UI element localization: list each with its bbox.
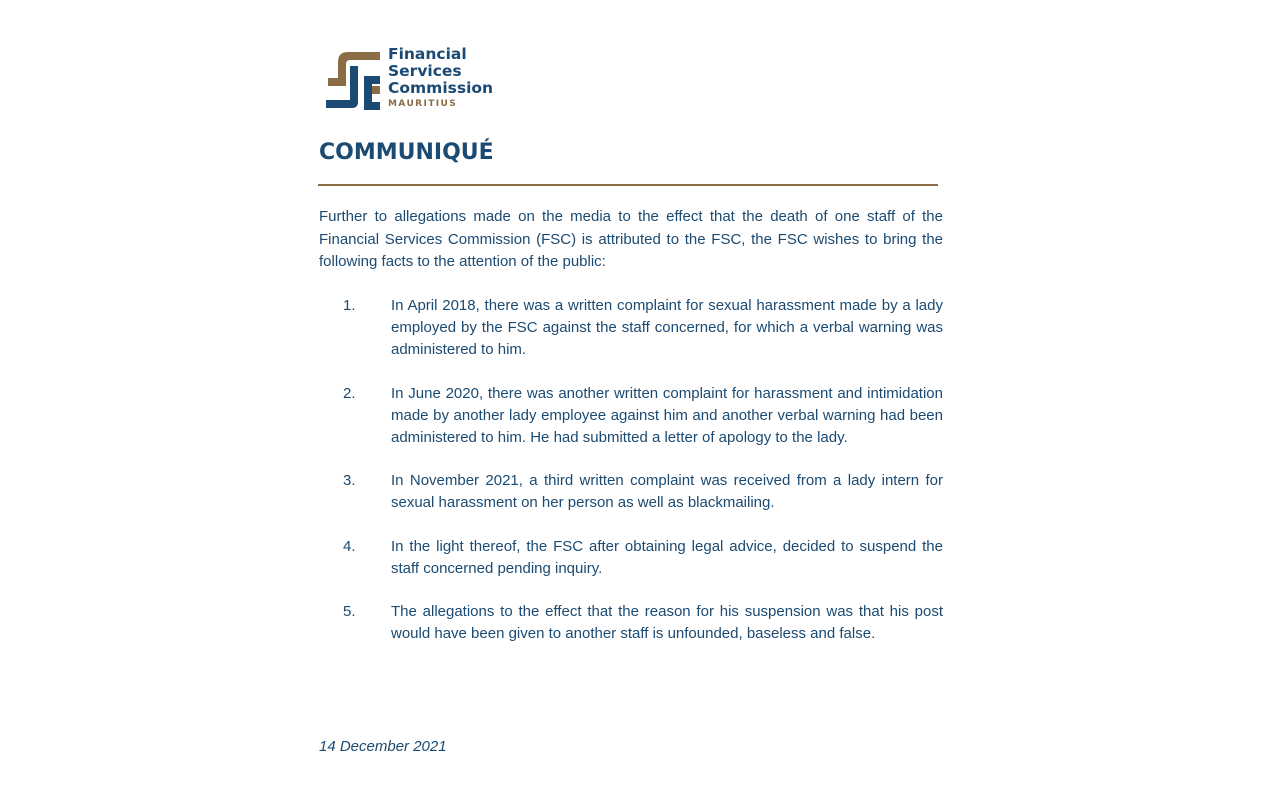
list-item — [319, 601, 943, 645]
list-item — [319, 295, 943, 361]
list-item — [319, 536, 943, 580]
logo-wordmark — [388, 46, 508, 110]
logo-country: MAURITIUS — [388, 99, 458, 109]
facts-list — [319, 295, 943, 667]
document-date: 14 December 2021 — [319, 738, 447, 755]
item-text: In the light thereof, the FSC after obtaining legal advice, decided to suspend the staff concerned pending inquiry. — [391, 537, 943, 577]
item-number: 2. — [343, 384, 356, 402]
item-text: The allegations to the effect that the reason for his suspension was that his post would have been given to another staff is unfounded, baseless and false. — [391, 603, 943, 642]
logo-text-line: Services — [388, 62, 462, 80]
item-number: 4. — [343, 537, 356, 555]
logo-text-line: Commission — [388, 79, 494, 97]
list-item — [319, 383, 943, 449]
item-text: In June 2020, there was another written complaint for harassment and intimidation made by another lady employee against him and another verbal warning had been administered to him. He had submitted a letter of apology to the lady. — [391, 384, 943, 446]
item-text: In April 2018, there was a written complaint for sexual harassment made by a lady employed by the FSC against the staff concerned, for which a verbal warning was administered to him. — [391, 297, 943, 358]
intro-paragraph: Further to allegations made on the media to the effect that the death of one staff of the Financial Services Commission (FSC) is attributed to the FSC, the FSC wishes to bring the following facts to the attention of the public: — [319, 208, 943, 270]
item-text: In November 2021, a third written complaint was received from a lady intern for sexual harassment on her person as well as blackmailing. — [391, 472, 943, 511]
fsc-logo — [324, 46, 504, 114]
title-divider — [318, 184, 938, 186]
item-number: 1. — [343, 297, 356, 314]
list-item — [319, 470, 943, 514]
item-number: 3. — [343, 472, 356, 489]
item-number: 5. — [343, 603, 356, 620]
fsc-logo-icon — [324, 46, 384, 112]
logo-text-line: Financial — [388, 45, 467, 63]
document-title: COMMUNIQUÉ — [319, 140, 494, 165]
